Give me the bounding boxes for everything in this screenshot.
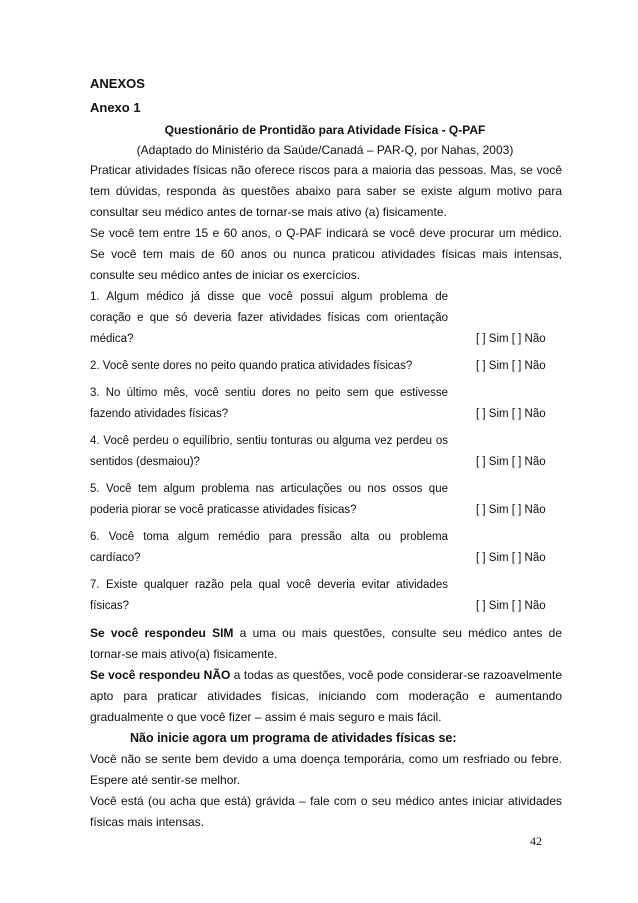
- warning-title: Não inicie agora um programa de atividades físicas se:: [130, 731, 457, 745]
- answer-options[interactable]: [ ] Sim [ ] Não: [476, 333, 546, 345]
- question-text: 7. Existe qualquer razão pela qual você deveria evitar atividades físicas?: [90, 579, 448, 612]
- question-text: 1. Algum médico já disse que você possui algum problema de coração e que só deveria fazer atividades físicas com orientação médica?: [90, 291, 448, 345]
- warning-item-2: Você está (ou acha que está) grávida – fale com o seu médico antes iniciar atividades físicas mais intensas.: [90, 794, 562, 829]
- result-no-word: NÃO: [203, 668, 231, 682]
- result-no-paragraph: [90, 665, 562, 728]
- answer-options[interactable]: [ ] Sim [ ] Não: [476, 504, 546, 516]
- answer-options[interactable]: [ ] Sim [ ] Não: [476, 456, 546, 468]
- answer-options[interactable]: [ ] Sim [ ] Não: [476, 552, 546, 564]
- question-text: 3. No último mês, você sentiu dores no peito sem que estivesse fazendo atividades físicas?: [90, 387, 448, 420]
- answer-options[interactable]: [ ] Sim [ ] Não: [476, 600, 546, 612]
- warning-item-1: Você não se sente bem devido a uma doença temporária, como um resfriado ou febre. Espere até sentir-se melhor.: [90, 752, 562, 787]
- result-no-text: a todas as questões, você pode considerar-se razoavelmente apto para praticar atividades físicas, iniciando com moderação e aumentando gradualmente o que você fizer – assim é mais seguro e mais fácil.: [90, 668, 562, 724]
- page-content: [90, 72, 560, 833]
- question-text: 6. Você toma algum remédio para pressão alta ou problema cardíaco?: [90, 531, 448, 564]
- result-no-lead: Se você respondeu: [90, 668, 204, 682]
- intro-paragraph-1: Praticar atividades físicas não oferece riscos para a maioria das pessoas. Mas, se você tem dúvidas, responda às questões abaixo para saber se existe algum motivo para consultar seu médico antes de tornar-se mais ativo (a) fisicamente.: [90, 163, 562, 219]
- question-1: [90, 287, 560, 350]
- section-heading: ANEXOS: [90, 76, 145, 91]
- questionnaire-title: Questionário de Prontidão para Atividade Física - Q-PAF: [164, 123, 486, 137]
- result-yes-paragraph: [90, 623, 562, 665]
- questionnaire-subtitle: (Adaptado do Ministério da Saúde/Canadá – PAR-Q, por Nahas, 2003): [136, 143, 514, 157]
- intro-paragraph-2: Se você tem entre 15 e 60 anos, o Q-PAF indicará se você deve procurar um médico. Se você tem mais de 60 anos ou nunca praticou atividades físicas mais intensas, consulte seu médico antes de iniciar os exercícios.: [90, 226, 562, 282]
- result-yes-lead: Se você respondeu SIM: [90, 626, 234, 640]
- question-2: [90, 356, 560, 377]
- answer-options[interactable]: [ ] Sim [ ] Não: [476, 408, 546, 420]
- question-3: [90, 383, 560, 425]
- question-text: 4. Você perdeu o equilíbrio, sentiu tonturas ou alguma vez perdeu os sentidos (desmaiou)?: [90, 435, 448, 468]
- page-number: 42: [530, 834, 542, 848]
- result-yes-text: a uma ou mais questões, consulte seu médico antes de tornar-se mais ativo(a) fisicamente.: [90, 626, 562, 661]
- question-text: 2. Você sente dores no peito quando pratica atividades físicas?: [90, 360, 413, 372]
- question-7: [90, 575, 560, 617]
- question-list: [90, 287, 560, 617]
- question-6: [90, 527, 560, 569]
- question-text: 5. Você tem algum problema nas articulações ou nos ossos que poderia piorar se você praticasse atividades físicas?: [90, 483, 448, 516]
- question-5: [90, 479, 560, 521]
- question-4: [90, 431, 560, 473]
- answer-options[interactable]: [ ] Sim [ ] Não: [476, 360, 546, 372]
- annex-heading: Anexo 1: [90, 100, 141, 115]
